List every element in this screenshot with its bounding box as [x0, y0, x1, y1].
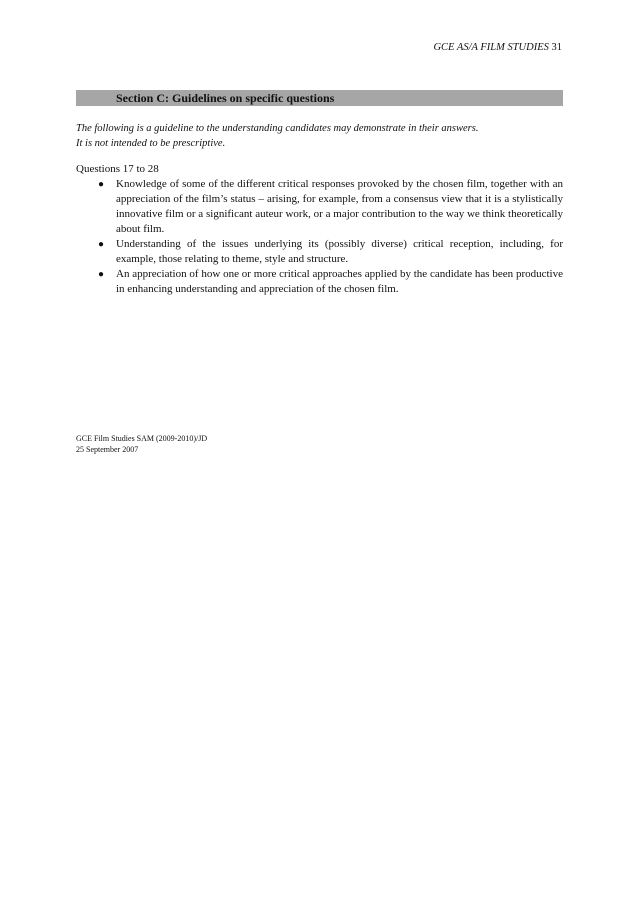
bullet-icon: ●: [98, 179, 105, 190]
guideline-text: An appreciation of how one or more critical approaches applied by the candidate has been productive in enhancing understanding and appreciation of the chosen film.: [116, 268, 563, 295]
footer-date: 25 September 2007: [76, 445, 139, 454]
running-title: GCE AS/A FILM STUDIES: [433, 42, 549, 53]
page-number: 31: [551, 42, 562, 53]
guideline-text: Understanding of the issues underlying its (possibly diverse) critical reception, including, for example, those relating to theme, style and structure.: [116, 238, 563, 265]
bullet-icon: ●: [98, 269, 105, 280]
intro-note: [76, 121, 563, 151]
guideline-text: Knowledge of some of the different critical responses provoked by the chosen film, together with an appreciation of the film’s status – arising, for example, from a consensus view that it is a stylistically innovative film or a significant auteur work, or a major contribution to the way we think theoretically about film.: [116, 178, 563, 235]
section-heading: Section C: Guidelines on specific questions: [116, 91, 335, 105]
section-heading-bar: [76, 90, 563, 106]
intro-line-1: The following is a guideline to the understanding candidates may demonstrate in their answers.: [76, 123, 479, 134]
running-header: [433, 42, 562, 53]
intro-line-2: It is not intended to be prescriptive.: [76, 138, 226, 149]
guideline-list: [76, 177, 563, 297]
guideline-item: [76, 267, 563, 297]
document-footer: [76, 433, 207, 455]
questions-heading: Questions 17 to 28: [76, 163, 159, 175]
bullet-icon: ●: [98, 239, 105, 250]
footer-reference: GCE Film Studies SAM (2009-2010)/JD: [76, 434, 208, 443]
guideline-item: [76, 177, 563, 237]
guideline-item: [76, 237, 563, 267]
